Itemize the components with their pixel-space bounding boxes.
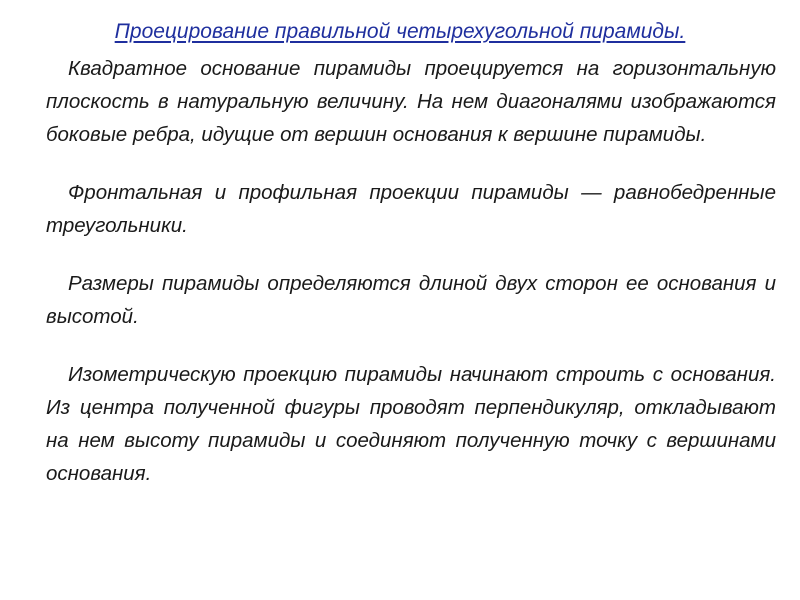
paragraph-dimensions: Размеры пирамиды определяются длиной двух сторон ее основания и высотой. [46,272,776,328]
slide-body [46,52,776,490]
paragraph-isometric: Изометрическую проекцию пирамиды начинают строить с основания. Из центра полученной фигуры проводят перпендикуляр, откладывают на нем высоту пирамиды и соединяют полученную точку с вершинами основания. [46,363,776,485]
paragraph-base-projection: Квадратное основание пирамиды проецируется на горизонтальную плоскость в натуральную величину. На нем диагоналями изображаются боковые ребра, идущие от вершин основания к вершине пирамиды. [46,57,776,146]
slide-title: Проецирование правильной четырехугольной пирамиды. [114,20,686,43]
paragraph-front-side-projections: Фронтальная и профильная проекции пирамиды — равнобедренные треугольники. [46,181,776,237]
